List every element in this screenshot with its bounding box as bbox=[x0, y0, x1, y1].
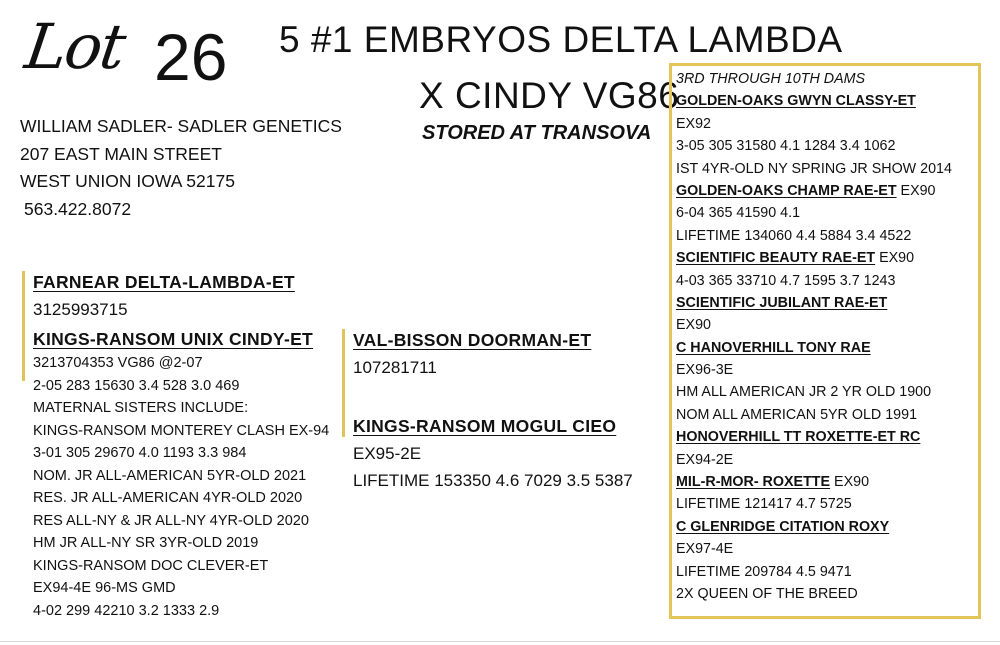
seller-address bbox=[20, 113, 342, 223]
dam-detail-line: NOM. JR ALL-AMERICAN 5YR-OLD 2021 bbox=[33, 467, 307, 484]
maternal-grandsire-reg: 107281711 bbox=[353, 358, 437, 377]
dam-detail-line: KINGS-RANSOM DOC CLEVER-ET bbox=[33, 557, 269, 574]
headline-line1: 5 #1 EMBRYOS DELTA LAMBDA bbox=[279, 19, 843, 60]
dam-ancestor-detail: 6-04 365 41590 4.1 bbox=[676, 205, 801, 222]
dam-ancestor-name: SCIENTIFIC JUBILANT RAE-ET bbox=[676, 294, 888, 311]
dam-detail-line: 4-02 299 42210 3.2 1333 2.9 bbox=[33, 602, 220, 619]
dam-detail-line: RES ALL-NY & JR ALL-NY 4YR-OLD 2020 bbox=[33, 512, 309, 529]
seller-phone: 563.422.8072 bbox=[24, 198, 132, 219]
lot-number: 26 bbox=[154, 20, 228, 94]
stored-note: STORED AT TRANSOVA bbox=[422, 122, 652, 144]
dam-detail-line: 3-01 305 29670 4.0 1193 3.3 984 bbox=[33, 445, 247, 461]
sire-name: FARNEAR DELTA-LAMBDA-ET bbox=[33, 272, 295, 292]
dams-list bbox=[676, 68, 976, 605]
dam-ancestor-detail: LIFETIME 121417 4.7 5725 bbox=[676, 496, 852, 513]
dam-ancestor-name: MIL-R-MOR- ROXETTE bbox=[676, 474, 831, 491]
seller-line: 207 EAST MAIN STREET bbox=[20, 143, 222, 164]
dam-ancestor-detail: EX97-4E bbox=[676, 541, 734, 558]
granddam-lifetime: LIFETIME 153350 4.6 7029 3.5 5387 bbox=[353, 471, 633, 490]
dams-header: 3RD THROUGH 10TH DAMS bbox=[676, 71, 866, 87]
granddam-name: KINGS-RANSOM MOGUL CIEO bbox=[353, 416, 617, 436]
dam-ancestor-detail: HM ALL AMERICAN JR 2 YR OLD 1900 bbox=[676, 384, 932, 401]
dam-ancestor-detail: LIFETIME 134060 4.4 5884 3.4 4522 bbox=[676, 227, 912, 244]
headline-line2: X CINDY VG86 bbox=[419, 75, 680, 116]
dam-ancestor-name: SCIENTIFIC BEAUTY RAE-ET bbox=[676, 250, 876, 267]
accent-bar-middle bbox=[342, 329, 345, 437]
dam-ancestor-name: C HANOVERHILL TONY RAE bbox=[676, 339, 871, 356]
dam-detail-line: EX94-4E 96-MS GMD bbox=[33, 580, 176, 596]
dam-ancestor-name: C GLENRIDGE CITATION ROXY bbox=[676, 518, 890, 535]
accent-bar-left bbox=[22, 271, 25, 381]
dam-detail-line: RES. JR ALL-AMERICAN 4YR-OLD 2020 bbox=[33, 490, 303, 506]
dam-detail-line: 2-05 283 15630 3.4 528 3.0 469 bbox=[33, 377, 240, 394]
dam-ancestor-detail: 3-05 305 31580 4.1 1284 3.4 1062 bbox=[676, 138, 896, 155]
dam-detail-line: HM JR ALL-NY SR 3YR-OLD 2019 bbox=[33, 535, 259, 551]
dam-ancestor-detail: NOM ALL AMERICAN 5YR OLD 1991 bbox=[676, 406, 918, 423]
seller-line: WEST UNION IOWA 52175 bbox=[20, 171, 235, 191]
dam-ancestor-detail: 2X QUEEN OF THE BREED bbox=[676, 585, 858, 602]
dam-ancestor-score: EX90 bbox=[875, 250, 915, 267]
dam-ancestor-detail: EX94-2E bbox=[676, 451, 734, 468]
dam-ancestor-name: GOLDEN-OAKS CHAMP RAE-ET bbox=[676, 182, 897, 199]
dam-ancestor-name: HONOVERHILL TT ROXETTE-ET RC bbox=[676, 429, 921, 446]
seller-line: WILLIAM SADLER- SADLER GENETICS bbox=[20, 116, 342, 136]
dam-ancestor-name: GOLDEN-OAKS GWYN CLASSY-ET bbox=[676, 93, 916, 110]
dam-ancestor-detail: IST 4YR-OLD NY SPRING JR SHOW 2014 bbox=[676, 160, 952, 177]
dam-ancestor-detail: EX96-3E bbox=[676, 362, 734, 379]
dam-ancestor-detail: EX90 bbox=[676, 317, 711, 334]
bottom-divider bbox=[0, 641, 1000, 642]
dam-details bbox=[33, 352, 329, 622]
dam-detail-line: KINGS-RANSOM MONTEREY CLASH EX-94 bbox=[33, 422, 330, 439]
granddam-score: EX95-2E bbox=[353, 444, 422, 463]
lot-script-logo: Lot bbox=[20, 10, 129, 83]
dam-ancestor-detail: EX92 bbox=[676, 115, 711, 132]
dam-detail-line: MATERNAL SISTERS INCLUDE: bbox=[33, 400, 249, 416]
dam-ancestor-score: EX90 bbox=[896, 182, 936, 199]
dam-ancestor-detail: LIFETIME 209784 4.5 9471 bbox=[676, 563, 852, 580]
dam-ancestor-detail: 4-03 365 33710 4.7 1595 3.7 1243 bbox=[676, 272, 896, 289]
dam-ancestor-score: EX90 bbox=[830, 474, 870, 491]
dam-name: KINGS-RANSOM UNIX CINDY-ET bbox=[33, 329, 314, 349]
sire-reg: 3125993715 bbox=[33, 300, 128, 319]
maternal-grandsire-name: VAL-BISSON DOORMAN-ET bbox=[353, 330, 592, 350]
dam-detail-line: 3213704353 VG86 @2-07 bbox=[33, 355, 203, 371]
